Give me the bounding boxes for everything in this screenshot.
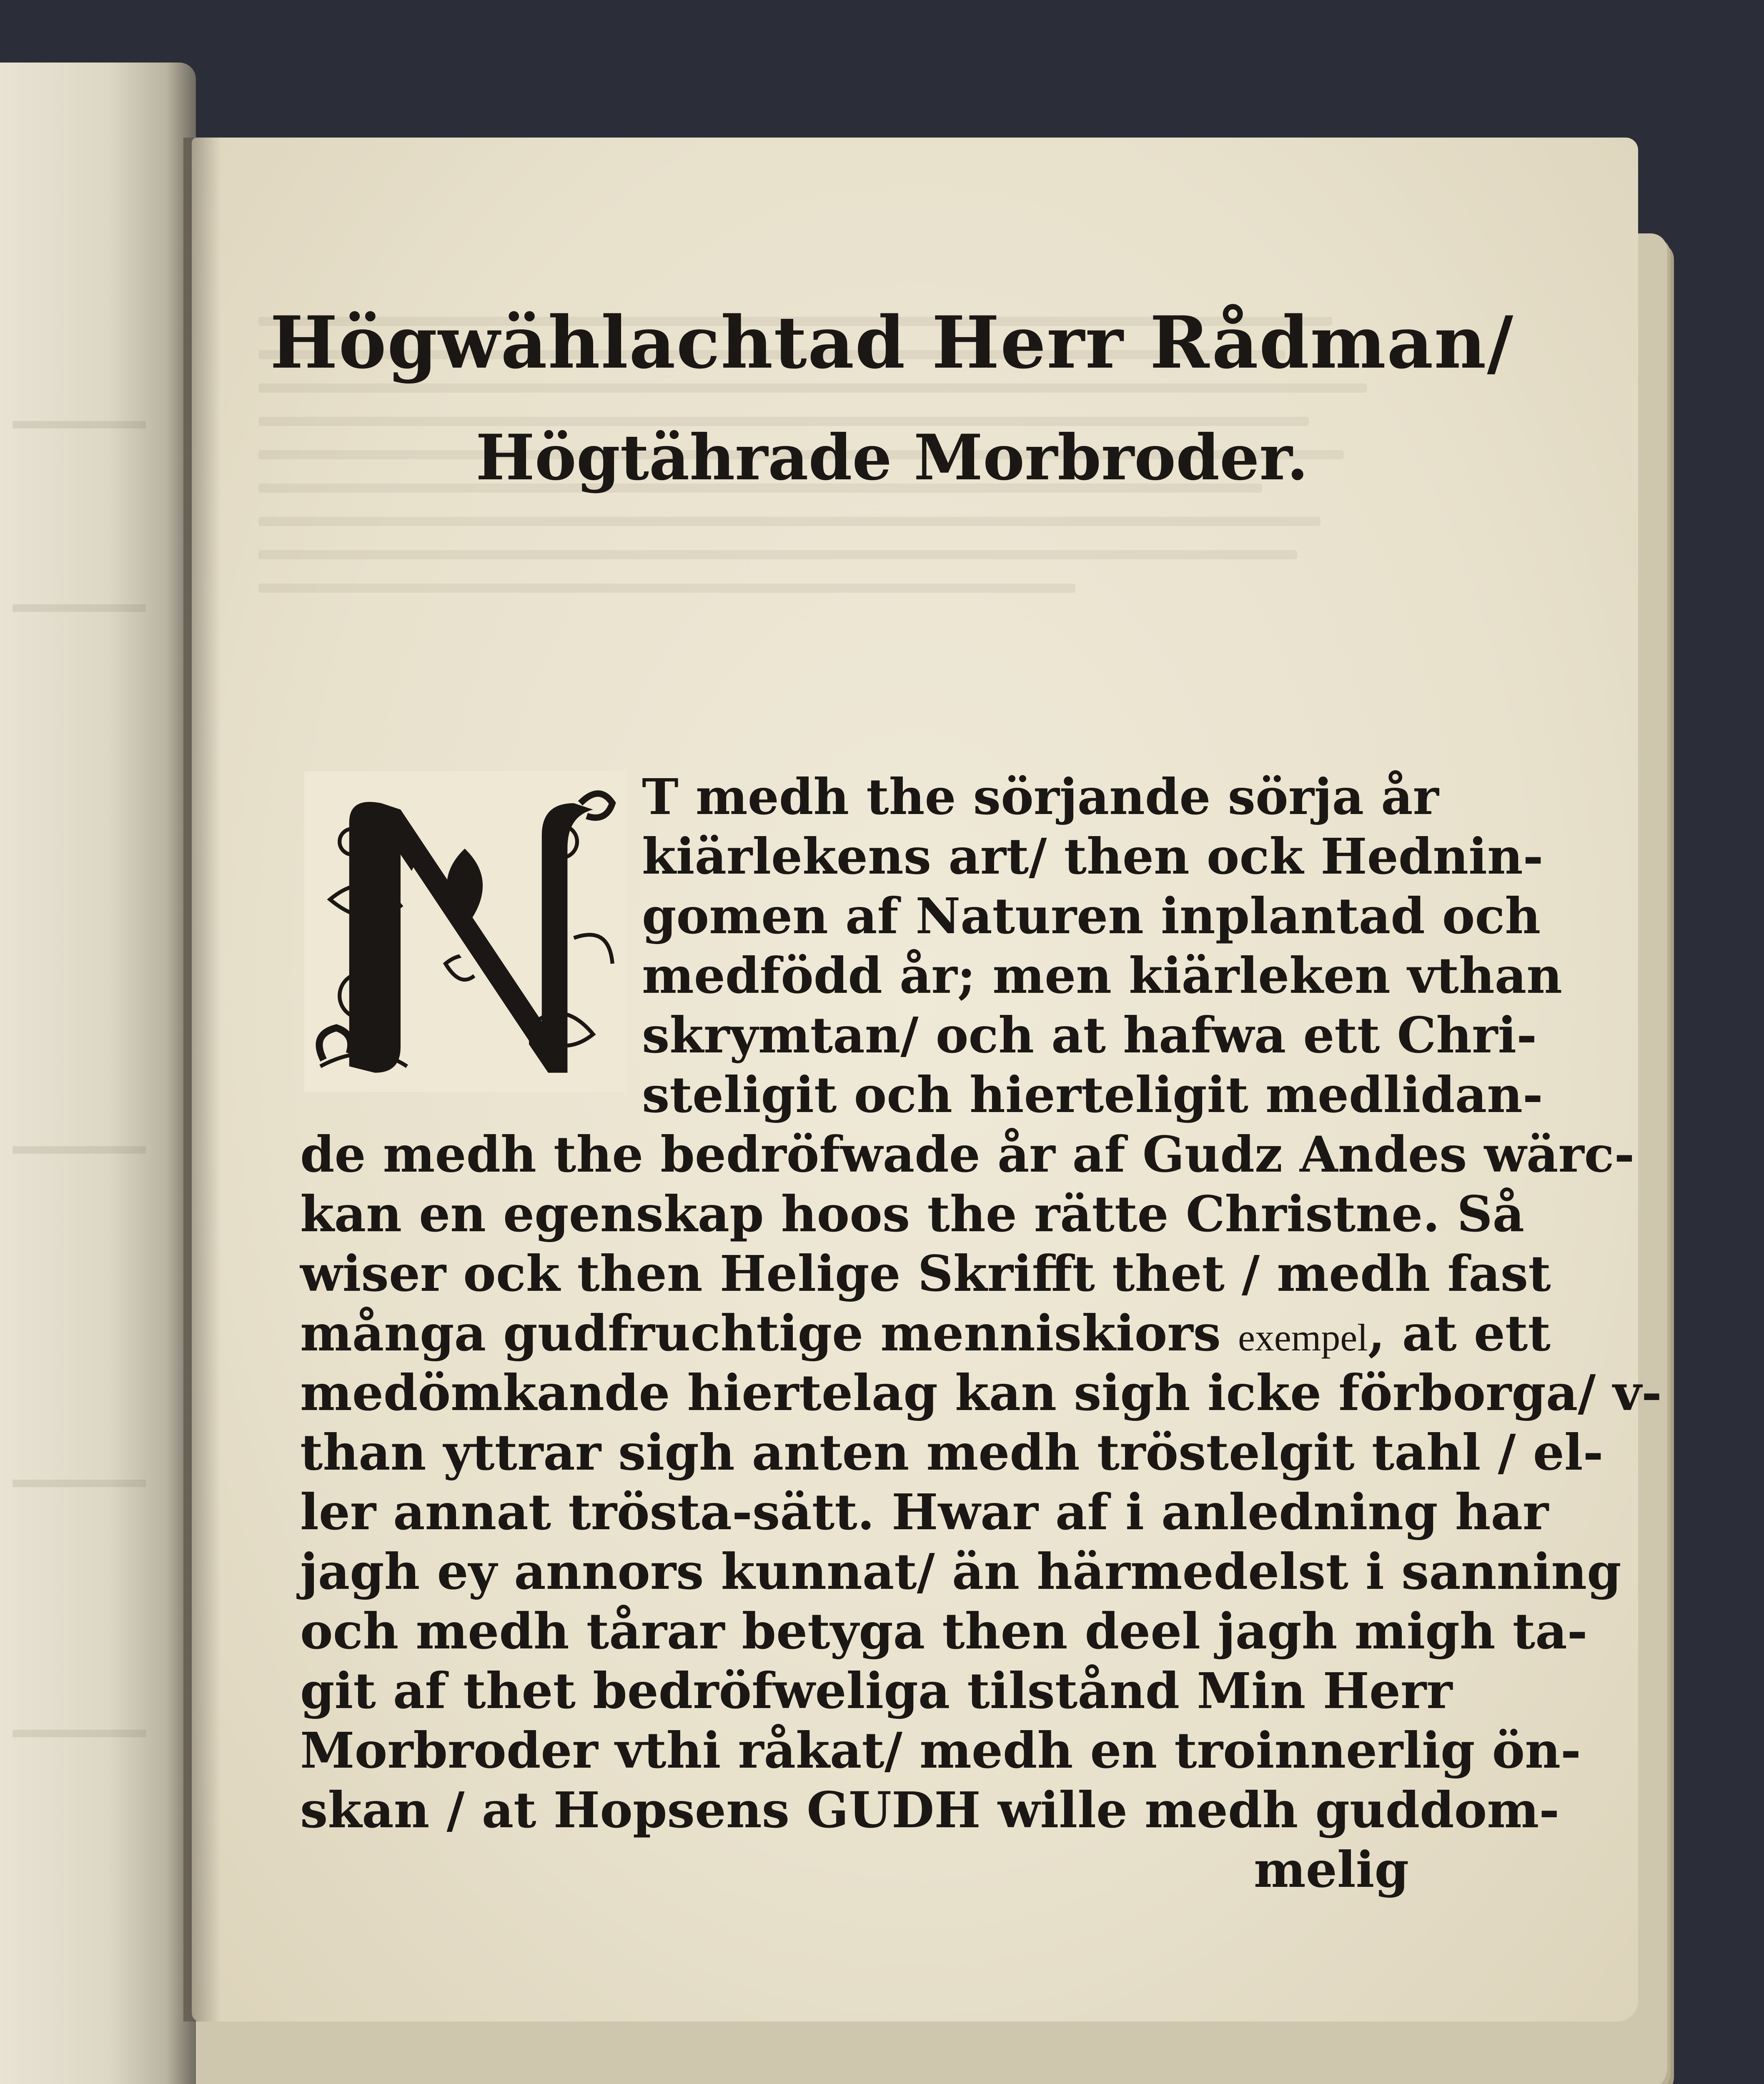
body-line: och medh tårar betyga then deel jagh migh ta- xyxy=(300,1602,1588,1660)
exempel-word: exempel xyxy=(1238,1316,1368,1359)
body-line: Morbroder vthi råkat/ medh en troinnerlig ön- xyxy=(300,1721,1581,1779)
body-line: kiärlekens art/ then ock Hednin- xyxy=(642,827,1544,885)
body-line-exempel xyxy=(300,1303,1551,1368)
body-line: kan en egenskap hoos the rätte Christne. Så xyxy=(300,1185,1525,1243)
body-line: ler annat trösta-sätt. Hwar af i anledning har xyxy=(300,1483,1549,1541)
body-line: de medh the bedröfwade år af Gudz Andes wärc- xyxy=(300,1125,1635,1183)
body-line: medfödd år; men kiärleken vthan xyxy=(642,947,1563,1004)
body-text xyxy=(300,767,1662,1899)
body-line: git af thet bedröfweliga tilstånd Min Herr xyxy=(300,1662,1453,1720)
gutter-shadow xyxy=(183,138,221,2021)
body-line: skan / at Hopsens GUDH wille medh guddom- xyxy=(300,1781,1560,1839)
heading-line-1: Högwählachtad Herr Rådman/ xyxy=(270,300,1514,385)
body-text-fragment: , at ett xyxy=(1368,1304,1551,1362)
catchword: melig xyxy=(1253,1841,1409,1899)
body-line: wiser ock then Helige Skrifft thet / medh fast xyxy=(300,1245,1551,1302)
body-line: medömkande hiertelag kan sigh icke förborga/ v- xyxy=(300,1364,1662,1422)
body-text-fragment: många gudfruchtige menniskiors xyxy=(300,1304,1221,1362)
body-line: jagh ey annors kunnat/ än härmedelst i sanning xyxy=(300,1543,1621,1601)
body-line: steligit och hierteligit medlidan- xyxy=(642,1066,1543,1124)
left-page-edge xyxy=(0,63,196,2084)
body-line: T medh the sörjande sörja år xyxy=(642,768,1439,826)
body-line: skrymtan/ och at hafwa ett Chri- xyxy=(642,1006,1537,1064)
body-line: than yttrar sigh anten medh tröstelgit tahl / el- xyxy=(300,1423,1604,1481)
heading-line-2: Högtährade Morbroder. xyxy=(476,421,1308,494)
body-line: gomen af Naturen inplantad och xyxy=(642,887,1541,945)
